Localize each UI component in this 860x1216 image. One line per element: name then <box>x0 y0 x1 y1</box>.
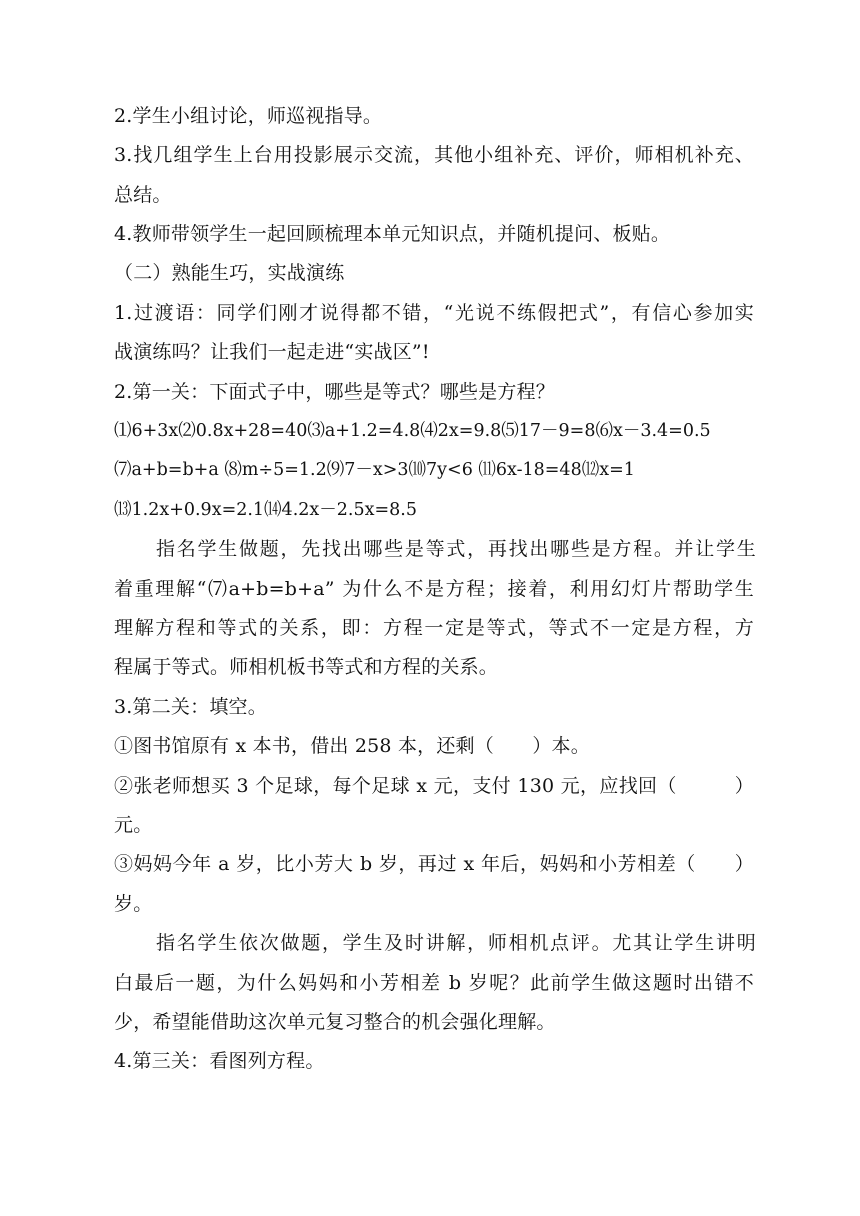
para-line-13: 着重理解“⑺a+b=b+a” 为什么不是方程；接着，利用幻灯片帮助学生 <box>114 578 754 600</box>
para-line-8: 2.第一关：下面式子中，哪些是等式？哪些是方程？ <box>114 381 555 403</box>
fill-blank-1: ①图书馆原有 x 本书，借出 258 本，还剩（ ）本。 <box>114 735 590 757</box>
equation-line-3: ⒀1.2x+0.9x=2.1⒁4.2x－2.5x=8.5 <box>114 500 417 520</box>
para-line-2: 3.找几组学生上台用投影展示交流，其他小组补充、评价，师相机补充、 <box>114 144 754 166</box>
para-line-14: 理解方程和等式的关系，即：方程一定是等式，等式不一定是方程，方 <box>114 617 754 639</box>
fill-blank-2: ②张老师想买 3 个足球，每个足球 x 元，支付 130 元，应找回（ ） <box>114 775 754 797</box>
equation-line-2: ⑺a+b=b+a ⑻m÷5=1.2⑼7－x>3⑽7y<6 ⑾6x-18=48⑿x=1 <box>114 460 635 480</box>
para-line-23: 白最后一题，为什么妈妈和小芳相差 b 岁呢？此前学生做这题时出错不 <box>114 972 754 994</box>
para-line-24: 少，希望能借助这次单元复习整合的机会强化理解。 <box>114 1011 556 1033</box>
para-line-6: 1.过渡语：同学们刚才说得都不错，“光说不练假把式”，有信心参加实 <box>114 302 754 324</box>
fill-blank-2-cont: 元。 <box>114 814 153 836</box>
para-line-12: 指名学生做题，先找出哪些是等式，再找出哪些是方程。并让学生 <box>156 538 756 560</box>
para-line-22: 指名学生依次做题，学生及时讲解，师相机点评。尤其让学生讲明 <box>156 932 756 954</box>
para-line-15: 程属于等式。师相机板书等式和方程的关系。 <box>114 656 499 678</box>
para-line-25: 4.第三关：看图列方程。 <box>114 1050 325 1072</box>
para-line-7: 战演练吗？让我们一起走进“实战区”! <box>114 341 430 363</box>
fill-blank-3-cont: 岁。 <box>114 893 153 915</box>
para-line-4: 4.教师带领学生一起回顾梳理本单元知识点，并随机提问、板贴。 <box>114 223 671 245</box>
para-line-3: 总结。 <box>114 184 172 206</box>
para-line-1: 2.学生小组讨论，师巡视指导。 <box>114 105 383 127</box>
equation-line-1: ⑴6+3x⑵0.8x+28=40⑶a+1.2=4.8⑷2x=9.8⑸17－9=8⑹x－3.4=0.5 <box>114 421 711 441</box>
para-line-16: 3.第二关：填空。 <box>114 696 267 718</box>
fill-blank-3: ③妈妈今年 a 岁，比小芳大 b 岁，再过 x 年后，妈妈和小芳相差（ ） <box>114 853 754 875</box>
section-heading-2: （二）熟能生巧，实战演练 <box>114 262 345 284</box>
